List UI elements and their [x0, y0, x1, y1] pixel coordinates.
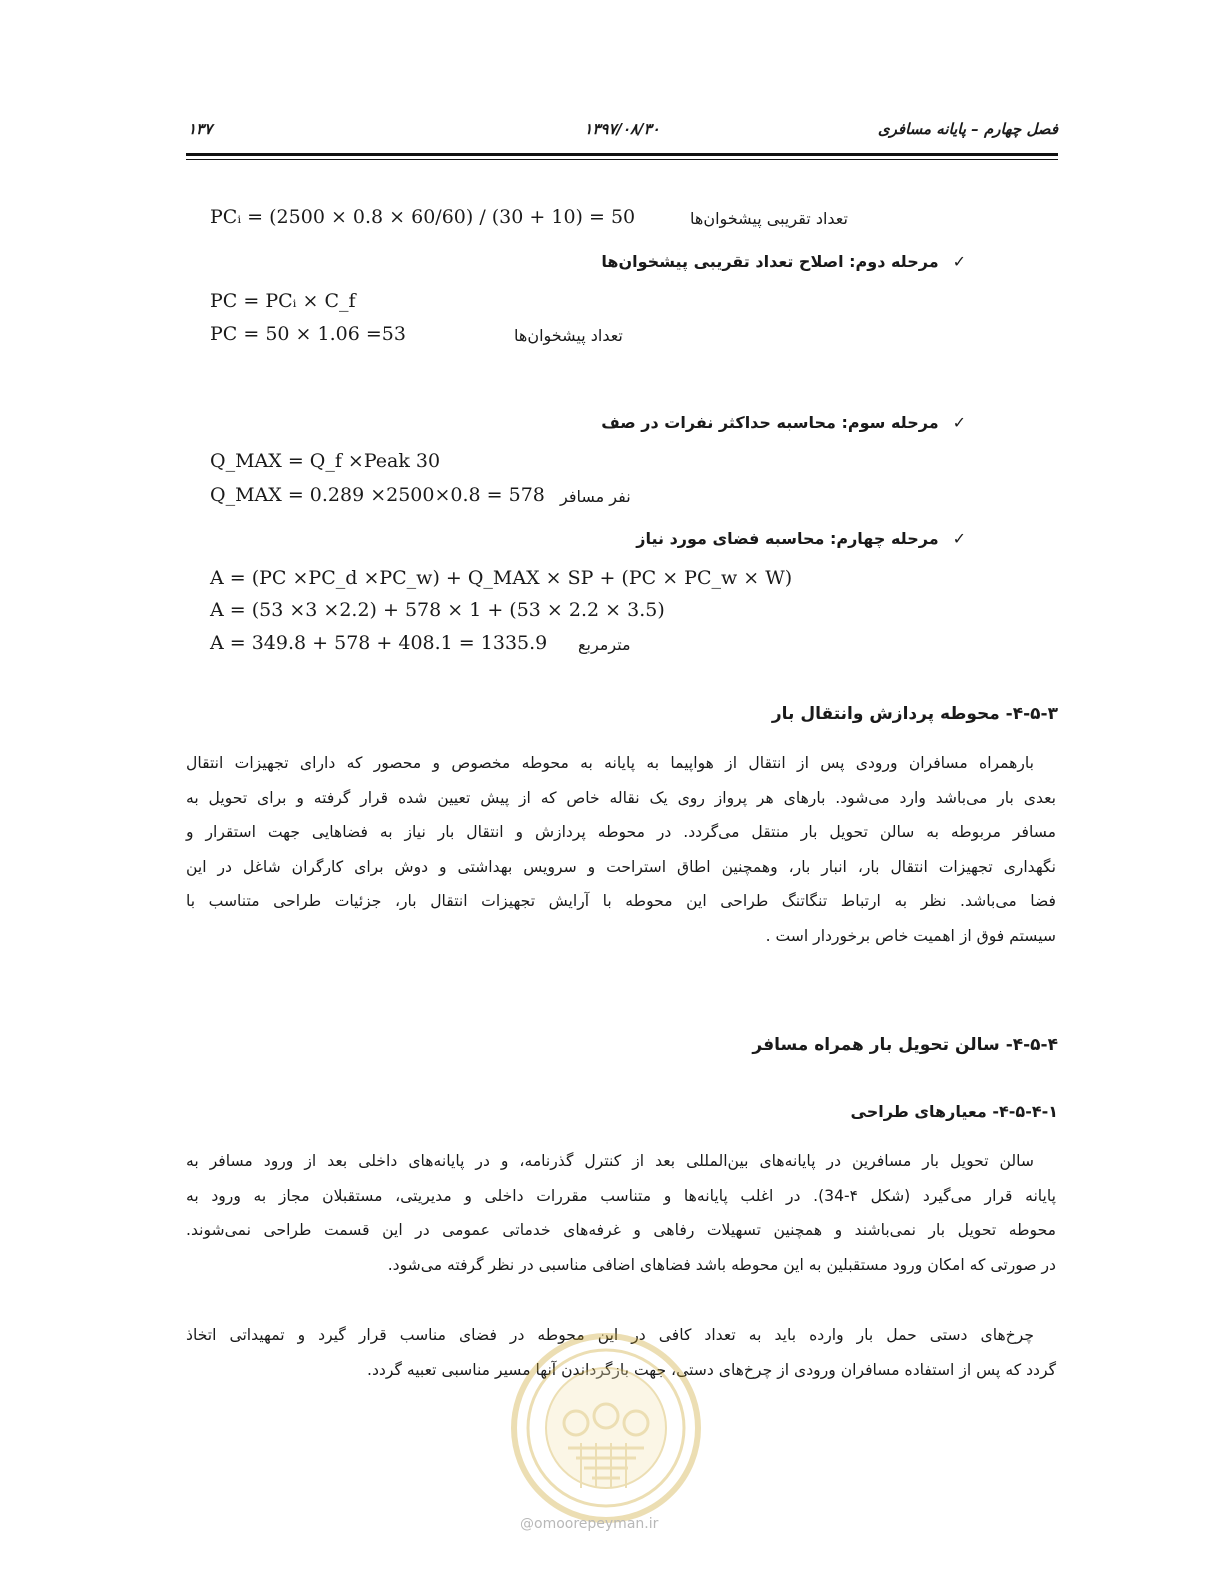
formula-pc-value: PC = 50 × 1.06 =53: [210, 323, 406, 345]
formula-qmax-value: Q_MAX = 0.289 ×2500×0.8 = 578: [210, 484, 545, 506]
unit-approx-counters: تعداد تقریبی پیشخوان‌ها: [690, 209, 848, 228]
check-icon: ✓: [952, 529, 966, 548]
paragraph-line: سیستم فوق از اهمیت خاص برخوردار است .: [765, 926, 1056, 945]
section-4-5-4-1-paragraph-1: [186, 1144, 1056, 1282]
step-4-title: [636, 529, 966, 548]
paragraph-line: مسافر مربوطه به سالن تحویل بار منتقل می‌گردد. در محوطه پردازش و انتقال بار نیاز به فضاهایی جهت استقرار و: [186, 823, 1056, 841]
seal-logo-icon: [506, 1328, 706, 1528]
unit-square-meters: مترمربع: [578, 635, 631, 654]
formula-area-substituted: A = (53 ×3 ×2.2) + 578 × 1 + (53 × 2.2 × 3.5): [210, 599, 665, 621]
section-heading-4-5-4: ۴-۵-۴- سالن تحویل بار همراه مسافر: [752, 1035, 1058, 1055]
step-3-title: [601, 413, 966, 432]
section-heading-4-5-4-1: ۴-۵-۴-۱- معیارهای طراحی: [850, 1102, 1058, 1121]
header-rule-thin: [186, 159, 1058, 160]
step-2-label: مرحله دوم: اصلاح تعداد تقریبی پیشخوان‌ها: [601, 252, 939, 271]
watermark-site: @omoorepeyman.ir: [520, 1516, 659, 1532]
paragraph-line: نگهداری تجهیزات انتقال بار، انبار بار، وهمچنین اطاق استراحت و سرویس بهداشتی و دوش برای کارگران شاغل در این: [186, 857, 1056, 876]
paragraph-line: فضا می‌باشد. نظر به ارتباط تنگاتنگ طراحی این محوطه با آرایش تجهیزات انتقال بار، جزئیات طراحی متناسب با: [186, 892, 1056, 910]
formula-qmax: Q_MAX = Q_f ×Peak 30: [210, 450, 441, 472]
paragraph-line: گردد که پس از استفاده مسافران ورودی از چرخ‌های دستی، جهت بازگرداندن آنها مسیر مناسبی تعبیه گردد.: [367, 1360, 1056, 1379]
section-heading-4-5-3: ۴-۵-۳- محوطه پردازش وانتقال بار: [771, 704, 1058, 724]
formula-pci: PCᵢ = (2500 × 0.8 × 60/60) / (30 + 10) = 50: [210, 206, 636, 228]
page-number: ۱۳۷: [188, 120, 213, 138]
page-header: [186, 118, 1058, 144]
check-icon: ✓: [952, 252, 966, 271]
paragraph-line: در صورتی که امکان ورود مستقبلین به این محوطه باشد فضاهای اضافی مناسبی در نظر گرفته می‌شود.: [387, 1255, 1056, 1274]
formula-area-result: A = 349.8 + 578 + 408.1 = 1335.9: [210, 632, 548, 654]
unit-counters: تعداد پیشخوان‌ها: [514, 326, 623, 345]
header-rule-thick: [186, 153, 1058, 156]
unit-passengers: نفر مسافر: [560, 487, 631, 506]
paragraph-line: سالن تحویل بار مسافرین در پایانه‌های بین‌المللی بعد از کنترل گذرنامه، و در پایانه‌های داخلی بعد از ورود مسافر به: [186, 1152, 1034, 1170]
paragraph-line: پایانه قرار می‌گیرد (شکل ۴-34). در اغلب پایانه‌ها و متناسب مقررات داخلی و مدیریتی، مستقبلان مجاز به ورود به: [186, 1186, 1056, 1205]
formula-area: A = (PC ×PC_d ×PC_w) + Q_MAX × SP + (PC × PC_w × W): [210, 567, 793, 589]
chapter-title: فصل چهارم – پایانه مسافری: [877, 120, 1058, 138]
paragraph-line: بارهمراه مسافران ورودی پس از انتقال از هواپیما به پایانه به محوطه مخصوص و محصور که دارای تجهیزات انتقال: [186, 754, 1034, 772]
paragraph-line: چرخ‌های دستی حمل بار وارده باید به تعداد کافی در این محوطه در فضای مناسب قرار گیرد و تمهیداتی اتخاذ: [186, 1326, 1034, 1344]
step-3-label: مرحله سوم: محاسبه حداکثر نفرات در صف: [601, 413, 939, 432]
header-date: ۱۳۹۷/۰۸/۳۰: [584, 120, 660, 138]
formula-pc: PC = PCᵢ × C_f: [210, 290, 356, 312]
check-icon: ✓: [952, 413, 966, 432]
section-4-5-3-paragraph: [186, 746, 1056, 953]
paragraph-line: بعدی بار می‌باشد وارد می‌شود. بارهای هر پرواز روی یک نقاله خاص که از پیش تعیین شده قرار گرفته و برای تحویل به: [186, 788, 1056, 807]
step-2-title: [601, 252, 966, 271]
step-4-label: مرحله چهارم: محاسبه فضای مورد نیاز: [636, 529, 939, 548]
paragraph-line: محوطه تحویل بار نمی‌باشند و همچنین تسهیلات رفاهی و غرفه‌های خدماتی عمومی در این قسمت طراحی نمی‌شوند.: [186, 1221, 1056, 1239]
